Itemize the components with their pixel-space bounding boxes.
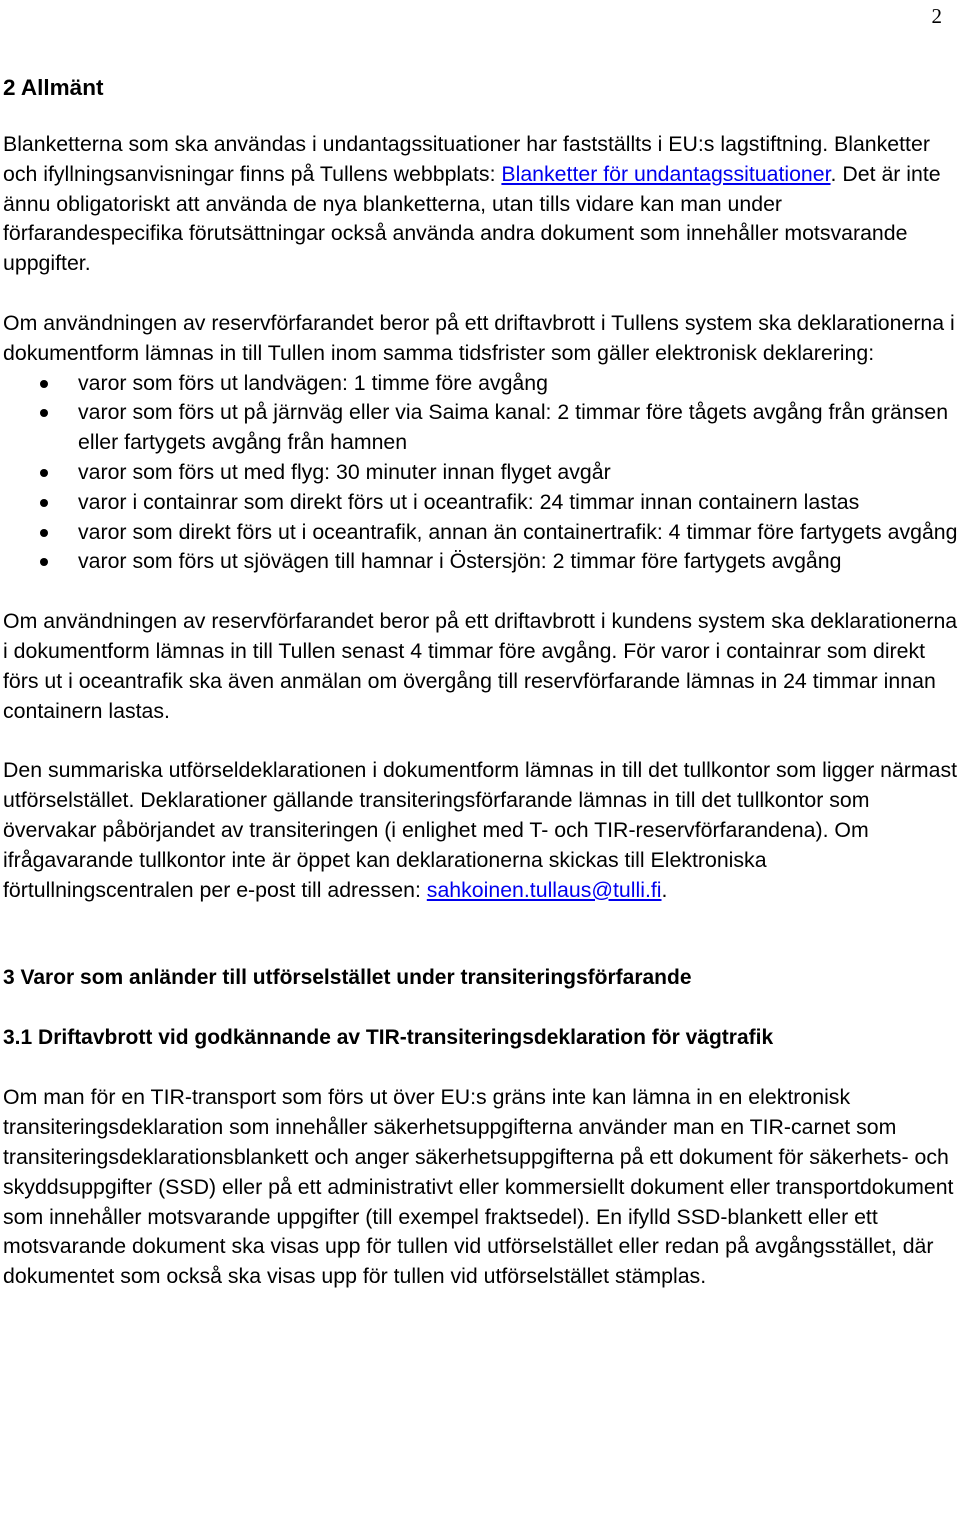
bullet-icon (40, 529, 48, 537)
forms-link[interactable]: Blanketter för undantagssituationer (501, 161, 831, 186)
paragraph-text: Blanketterna som ska användas i undantagssituationer har fastställts i EU:s lagstiftning. Blanketter och ifyllningsanvisningar finns på Tullens webbplats: (3, 132, 930, 186)
section-2-paragraph-3: Om användningen av reservförfarandet beror på ett driftavbrott i kundens system ska deklarationerna i dokumentform lämnas in till Tullen senast 4 timmar före avgång. För varor i containrar som direkt förs ut i oceantrafik ska även anmälan om övergång till reservförfarande lämnas in 24 timmar innan containern lastas. (3, 609, 958, 723)
deadline-list (3, 369, 960, 578)
list-item (3, 518, 960, 548)
section-3-heading: 3 Varor som anländer till utförselstället under transiteringsförfarande (3, 966, 692, 990)
section-2-heading: 2 Allmänt (3, 75, 104, 100)
section-2-paragraph-1 (3, 130, 960, 279)
section-3-1-heading: 3.1 Driftavbrott vid godkännande av TIR-transiteringsdeklaration för vägtrafik (3, 1026, 774, 1050)
document-body (3, 72, 960, 1292)
list-item-text: varor som förs ut med flyg: 30 minuter innan flyget avgår (78, 459, 611, 484)
list-item-text: varor som förs ut landvägen: 1 timme före avgång (78, 370, 548, 395)
bullet-icon (40, 469, 48, 477)
list-item-text: varor som förs ut sjövägen till hamnar i Östersjön: 2 timmar före fartygets avgång (78, 549, 842, 574)
bullet-icon (40, 558, 48, 566)
list-item (3, 488, 960, 518)
section-2-paragraph-2: Om användningen av reservförfarandet beror på ett driftavbrott i Tullens system ska deklarationerna i dokumentform lämnas in till Tullen inom samma tidsfrister som gäller elektronisk deklarering: (3, 310, 955, 365)
list-item-text: varor i containrar som direkt förs ut i oceantrafik: 24 timmar innan containern lastas (78, 489, 860, 514)
section-3-1-paragraph-1: Om man för en TIR-transport som förs ut över EU:s gräns inte kan lämna in en elektronisk transiteringsdeklaration som innehåller säkerhetsuppgifterna använder man en TIR-carnet som transiteringsdeklarationsblankett och anger säkerhetsuppgifterna på ett dokument för säkerhets- och skyddsuppgifter (SSD) eller på ett administrativt eller kommersiellt dokument eller transportdokument som innehåller motsvarande uppgifter (till exempel fraktsedel). En ifylld SSD-blankett eller ett motsvarande dokument ska visas upp för tullen vid utförselstället eller redan på avgångsstället, där dokumentet som också ska visas upp för tullen vid utförselstället stämplas. (3, 1085, 954, 1289)
page-number: 2 (931, 4, 942, 28)
bullet-icon (40, 380, 48, 388)
list-item-text: varor som direkt förs ut i oceantrafik, annan än containertrafik: 4 timmar före fartygets avgång (78, 519, 958, 544)
bullet-icon (40, 499, 48, 507)
list-item (3, 398, 960, 458)
section-2-paragraph-4 (3, 756, 960, 905)
list-item (3, 458, 960, 488)
bullet-icon (40, 409, 48, 417)
paragraph-text: Den summariska utförseldeklarationen i dokumentform lämnas in till det tullkontor som ligger närmast utförselstället. Deklarationer gällande transiteringsförfarande lämnas in till det tullkontor som övervakar påbörjandet av transiteringen (i enlighet med T- och TIR-reservförfarandena). Om ifrågavarande tullkontor inte är öppet kan deklarationerna skickas till Elektroniska förtullningscentralen per e-post till adressen: (3, 758, 958, 902)
list-item (3, 547, 960, 577)
email-link[interactable]: sahkoinen.tullaus@tulli.fi (426, 877, 662, 902)
paragraph-text: . (661, 877, 668, 902)
list-item (3, 369, 960, 399)
paragraph-text: . Det är inte ännu obligatoriskt att använda de nya blanketterna, utan tills vidare kan man under förfarandespecifika förutsättningar också använda andra dokument som innehåller motsvarande uppgifter. (3, 161, 941, 276)
list-item-text: varor som förs ut på järnväg eller via Saima kanal: 2 timmar före tågets avgång från gränsen eller fartygets avgång från hamnen (78, 400, 949, 455)
